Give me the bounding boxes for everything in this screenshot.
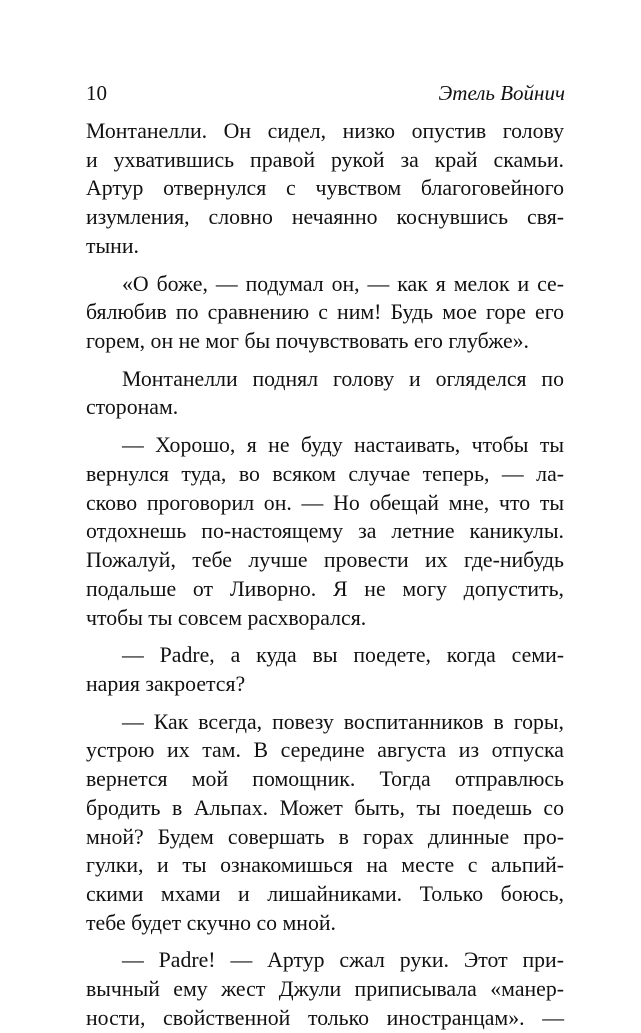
- text-line: вычный ему жест Джули приписывала «манер-: [86, 977, 564, 1002]
- text-line: сково проговорил он. — Но обещай мне, что ты: [86, 490, 564, 515]
- text-line: вернется мой помощник. Тогда отправлюсь: [86, 767, 564, 792]
- text-line: бродить в Альпах. Может быть, ты поедешь со: [86, 795, 564, 820]
- paragraph: [86, 117, 564, 261]
- text-line: гулки, и ты ознакомишься на месте с альпий-: [86, 853, 564, 878]
- paragraph: [86, 708, 564, 938]
- paragraph: [86, 270, 564, 356]
- paragraph: [86, 431, 564, 632]
- text-line: Монтанелли. Он сидел, низко опустив голову: [86, 119, 564, 143]
- text-line: чтобы ты совсем расхворался.: [86, 605, 367, 630]
- text-line: — Padre, а куда вы поедете, когда семи-: [122, 643, 564, 668]
- text-line: вернулся туда, во всяком случае теперь, — ла-: [86, 461, 564, 486]
- running-title: Этель Войнич: [438, 81, 565, 105]
- paragraph: [86, 641, 564, 698]
- text-line: — Как всегда, повезу воспитанников в горы,: [122, 709, 564, 734]
- text-line: — Хорошо, я не буду настаивать, чтобы ты: [122, 433, 564, 458]
- page-number: 10: [86, 81, 107, 105]
- text-line: Пожалуй, тебе лучше провести их где-нибудь: [86, 548, 564, 573]
- text-line: горем, он не мог бы почувствовать его глубже».: [86, 329, 530, 354]
- text-line: сторонам.: [86, 395, 179, 420]
- text-line: тебе будет скучно со мной.: [86, 910, 336, 935]
- body-text: [86, 117, 564, 1033]
- text-line: и ухватившись правой рукой за край скамьи.: [86, 147, 564, 172]
- text-line: нария закроется?: [86, 671, 246, 696]
- text-line: отдохнешь по-настоящему за летние каникулы.: [86, 519, 564, 544]
- page-header: [86, 76, 565, 110]
- text-line: изумления, словно нечаянно коснувшись свя-: [86, 205, 564, 230]
- text-line: бялюбив по сравнению с ним! Будь мое горе его: [86, 300, 564, 325]
- text-line: Монтанелли поднял голову и огляделся по: [122, 366, 564, 391]
- text-line: тыни.: [86, 233, 139, 258]
- text-line: ности, свойственной только иностранцам». —: [86, 1005, 564, 1030]
- text-line: подальше от Ливорно. Я не могу допустить,: [86, 576, 564, 601]
- text-line: мной? Будем совершать в горах длинные про-: [86, 824, 564, 849]
- text-line: Артур отвернулся с чувством благоговейного: [86, 176, 564, 201]
- paragraph: [86, 946, 564, 1032]
- text-line: скими мхами и лишайниками. Только боюсь,: [86, 881, 564, 906]
- text-line: устрою их там. В середине августа из отпуска: [86, 738, 564, 763]
- paragraph: [86, 365, 564, 422]
- text-line: «О боже, — подумал он, — как я мелок и се-: [122, 271, 564, 296]
- text-line: — Padre! — Артур сжал руки. Этот при-: [122, 948, 564, 973]
